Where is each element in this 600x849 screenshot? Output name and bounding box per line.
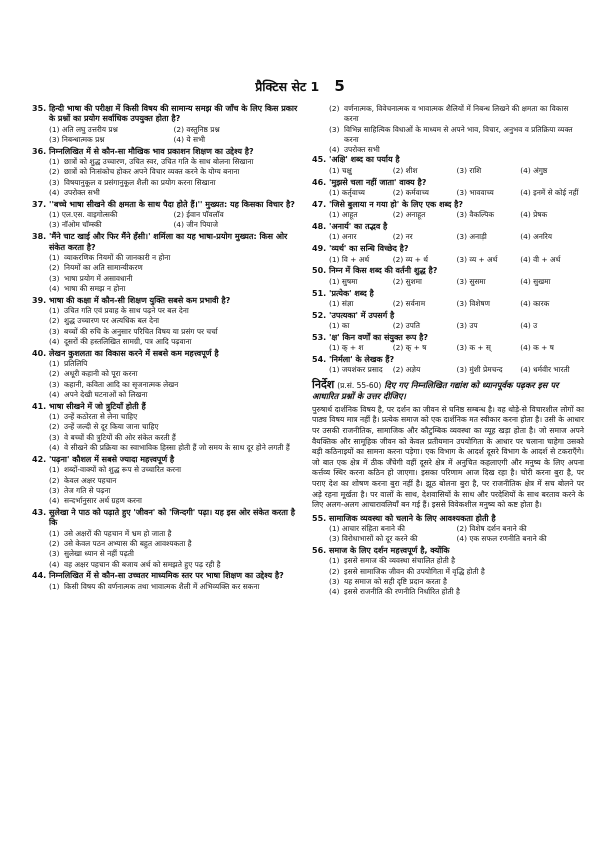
option-number: (4) [49, 283, 60, 293]
question-number: 43. [32, 508, 47, 518]
question [312, 222, 584, 243]
question [32, 147, 298, 198]
option-text: किसी विषय की वर्णनात्मक तथा भावात्मक शैली में अभिव्यक्ति कर सकना [64, 581, 260, 591]
option-text: उसे केवल पठन अभ्यास की बहुत आवश्यकता है [64, 538, 192, 548]
question-number: 48. [312, 222, 327, 232]
question-number: 36. [32, 146, 47, 156]
option [32, 465, 298, 475]
question-text: 'पढ़ना' कौशल में सबसे ज्यादा महत्त्वपूर्ण है [49, 454, 175, 464]
option: (2) शीश [392, 165, 418, 175]
question-line [312, 333, 584, 343]
question [32, 200, 298, 231]
option: (4) धर्मवीर भारती [520, 365, 570, 375]
option-number: (1) [49, 306, 60, 316]
option: (1) संज्ञा [329, 298, 354, 308]
option-number: (3) [329, 577, 340, 587]
option [32, 380, 298, 390]
options-grid [312, 255, 584, 265]
option [32, 390, 298, 400]
option [32, 539, 298, 549]
option [312, 104, 584, 125]
option: (3) विशेषण [456, 298, 490, 308]
question-line [312, 355, 584, 365]
question-line [32, 349, 298, 359]
option-text: विषयानुकूल व प्रसंगानुकूल शैली का प्रयोग करना सिखाना [64, 177, 216, 187]
option [32, 284, 298, 294]
option-text: बच्चों की रुचि के अनुसार परिचित विषय या प्रसंग पर चर्चा [64, 326, 218, 336]
option-text: उसे अक्षरों की पहचान में भ्रम हो जाता है [64, 528, 172, 538]
option-number: (1) [49, 465, 60, 475]
option [32, 369, 298, 379]
option: (3) मुंशी प्रेमचन्द [456, 365, 503, 375]
option-text: इससे राजनीति की रणनीति निर्धारित होती है [344, 587, 460, 597]
option-text: सन्दर्भानुसार अर्थ ग्रहण करना [64, 496, 142, 506]
option [32, 327, 298, 337]
question-line [312, 546, 584, 556]
option-number: (2) [49, 369, 60, 379]
option [32, 274, 298, 284]
option [312, 556, 584, 566]
option: (2) विशेष दर्शन बनाने की [456, 524, 527, 533]
option-number: (3) [329, 124, 340, 134]
option-text: छात्रों को निःसंकोच होकर अपने विचार व्यक्त करने के योग्य बनाना [64, 167, 240, 177]
option [32, 412, 298, 422]
question [312, 200, 584, 221]
option-number: (2) [49, 538, 60, 548]
option: (4) उ [520, 321, 538, 331]
option-number: (2) [49, 316, 60, 326]
question-line [32, 104, 298, 125]
option-text: वे बच्चों की त्रुटियों की ओर संकेत करती हैं [64, 432, 176, 442]
option-text: नियमों का अति सामान्यीकरण [64, 263, 143, 273]
option: (1) एल.एस. वाइगोत्सकी [49, 210, 118, 220]
page-header [0, 76, 600, 95]
option-text: भाषा प्रयोग में असावधानी [64, 273, 133, 283]
option: (4) वी + अर्थ [520, 254, 561, 264]
question-text: 'क्ष' किन वर्णों का संयुक्त रूप है? [329, 332, 429, 342]
option: (2) क् + ष [392, 343, 427, 353]
option-number: (3) [49, 273, 60, 283]
options-grid [312, 166, 584, 176]
question-text: 'प्रत्येक' शब्द है [329, 288, 374, 298]
option: (1) क् + श [329, 343, 364, 353]
question-number: 55. [312, 513, 327, 523]
option: (3) सुसमा [456, 276, 486, 286]
options-grid [312, 299, 584, 309]
options-grid [312, 232, 584, 242]
option-text: केवल अक्षर पहचान [64, 475, 117, 485]
option: (2) सर्वनाम [392, 298, 426, 308]
option-number: (3) [49, 432, 60, 442]
option-text: वर्णनात्मक, विवेचनात्मक व भावात्मक शैलियों में निबन्ध लिखने की क्षमता का विकास करना [344, 104, 569, 124]
question-number: 56. [312, 546, 327, 556]
option-number: (4) [49, 496, 60, 506]
option-number: (1) [49, 412, 60, 422]
option: (3) निबन्धात्मक प्रश्न [49, 134, 105, 144]
question-number: 54. [312, 355, 327, 365]
question-line [312, 200, 584, 210]
option [32, 549, 298, 559]
question-text: हिन्दी भाषा की परीक्षा में किसी विषय की सामान्य समझ की जाँच के लिए किस प्रकार के प्रश्नों का प्रयोग सर्वाधिक उपयुक्त होता है? [49, 104, 298, 124]
question-text: सुलेखा ने पाठ को पढ़ाते हुए 'जीवन' को 'जिन्दगी' पढ़ा। यह इस ओर संकेत करता है कि [49, 508, 295, 528]
option [32, 359, 298, 369]
question-line [32, 232, 298, 253]
option-text: उपरोक्त सभी [64, 187, 100, 197]
question-text: 'निर्मला' के लेखक हैं? [329, 355, 395, 365]
option-number: (1) [49, 359, 60, 369]
question-line [312, 266, 584, 276]
option [32, 306, 298, 316]
option-text: उन्हें जल्दी से दूर किया जाना चाहिए [64, 422, 159, 432]
option-text: इससे सामाजिक जीवन की उपयोगिता में वृद्धि होती है [344, 566, 485, 576]
instruction-head: निर्देश [312, 377, 335, 391]
question-text: निम्नलिखित में से कौन-सा उच्चतर माध्यमिक स्तर पर भाषा शिक्षण का उद्देश्य है? [49, 571, 284, 581]
option-text: अपने देखी घटनाओं को लिखना [64, 389, 148, 399]
option [32, 560, 298, 570]
options-grid [312, 321, 584, 331]
option [312, 587, 584, 597]
options-grid [312, 210, 584, 220]
question-line [312, 244, 584, 254]
option-text: शब्दों-वाक्यों को शुद्ध रूप से उच्चारित करना [64, 465, 182, 475]
question [312, 514, 584, 545]
option: (2) अनाहूत [392, 210, 426, 220]
option-number: (2) [329, 104, 340, 113]
option-number: (4) [49, 187, 60, 197]
option: (3) व्य + अर्थ [456, 254, 498, 264]
options-grid [312, 365, 584, 375]
option [32, 529, 298, 539]
option-number: (3) [49, 485, 60, 495]
option: (4) क + ष [520, 343, 554, 353]
question [32, 232, 298, 294]
question-number: 40. [32, 348, 47, 358]
option: (3) वैकल्पिक [456, 210, 495, 220]
question-number: 52. [312, 310, 327, 320]
option: (1) सुषमा [329, 276, 358, 286]
option [32, 316, 298, 326]
question-number: 49. [312, 244, 327, 254]
question-number: 51. [312, 288, 327, 298]
option: (1) कर्तृवाच्य [329, 187, 365, 197]
options-grid [312, 343, 584, 353]
question-text: सामाजिक व्यवस्था को चलाने के लिए आवश्यकता होती है [329, 513, 496, 523]
option: (1) अनार [329, 232, 357, 242]
option-text: दूसरों की हस्तलिखित सामग्री, पत्र आदि पढ़वाना [64, 336, 192, 346]
question [312, 178, 584, 199]
question-number: 41. [32, 401, 47, 411]
option [32, 263, 298, 273]
option [32, 476, 298, 486]
question-text: 'मुझसे चला नहीं जाता' वाक्य है? [329, 177, 427, 187]
option-text: व्याकरणिक नियमों की जानकारी न होना [64, 252, 171, 262]
option: (4) अंगुष्ठ [520, 165, 548, 175]
question-line [32, 200, 298, 210]
question-number: 46. [312, 177, 327, 187]
option [32, 422, 298, 432]
option: (4) प्रेषक [520, 210, 548, 220]
instruction-text: दिए गए निम्नलिखित गद्यांश को ध्यानपूर्वक पढ़कर इस पर आधारित प्रश्नों के उत्तर दीजिए। [312, 379, 559, 401]
passage-questions [312, 514, 584, 598]
question [312, 289, 584, 310]
option: (4) जीन पियाजे [173, 220, 218, 230]
question [312, 244, 584, 265]
option-number: (4) [49, 443, 60, 453]
option: (3) राशि [456, 165, 482, 175]
question [312, 266, 584, 287]
question-number: 42. [32, 454, 47, 464]
option [32, 188, 298, 198]
option-text: यह समाज को सही दृष्टि प्रदान करता है [344, 577, 447, 587]
options-grid [32, 210, 298, 231]
option-text: छात्रों को शुद्ध उच्चारण, उचित स्वर, उचित गति के साथ बोलना सिखाना [64, 157, 254, 167]
question [32, 349, 298, 400]
option-number: (4) [49, 336, 60, 346]
option: (2) ईवान पॉवलॉव [173, 210, 224, 220]
option [32, 178, 298, 188]
option [312, 567, 584, 577]
question-line [312, 222, 584, 232]
question-text: 'अनार्य' का तद्भव है [329, 222, 388, 232]
question-text: भाषा सीखने में जो त्रुटियाँ होती हैं [49, 401, 146, 411]
option: (3) उप [456, 321, 478, 331]
option [312, 125, 584, 146]
option: (4) अनरिय [520, 232, 553, 242]
option: (2) अज्ञेय [392, 365, 421, 375]
option: (1) जयशंकर प्रसाद [329, 365, 383, 375]
question-text: लेखन कुशलता का विकास करने में सबसे कम महत्त्वपूर्ण है [49, 348, 219, 358]
question-number: 53. [312, 332, 327, 342]
option [32, 253, 298, 263]
option-number: (4) [329, 587, 340, 597]
question-line [312, 155, 584, 165]
question [312, 155, 584, 176]
option: (1) वि + अर्थ [329, 254, 370, 264]
option-number: (2) [49, 475, 60, 485]
option-number: (4) [49, 389, 60, 399]
question-line [32, 508, 298, 529]
option [32, 486, 298, 496]
option: (1) आहूत [329, 210, 358, 220]
option-number: (2) [329, 566, 340, 576]
option [32, 337, 298, 347]
option [32, 443, 298, 453]
option-number: (3) [49, 379, 60, 389]
option [32, 167, 298, 177]
options-grid [312, 188, 584, 198]
option: (2) व्य + र्थ [392, 254, 428, 264]
question [312, 333, 584, 354]
option: (4) कारक [520, 298, 550, 308]
question-number: 47. [312, 199, 327, 209]
header-title: प्रैक्टिस सेट 1 [255, 79, 320, 94]
option-number: (1) [49, 157, 60, 167]
question-text: 'व्यर्थ' का सन्धि विच्छेद है? [329, 244, 409, 254]
option-text: वे सीखने की प्रक्रिया का स्वाभाविक हिस्सा होती हैं जो समय के साथ दूर होने लगती हैं [64, 443, 290, 453]
option-number: (4) [329, 145, 340, 155]
option: (4) सुखमा [520, 276, 551, 286]
question-line [312, 289, 584, 299]
option-number: (1) [49, 581, 60, 591]
option-number: (3) [49, 549, 60, 559]
question-number: 37. [32, 199, 47, 209]
option-text: विभिन्न साहित्यिक विधाओं के माध्यम से अपने भाव, विचार, अनुभव व प्रतिक्रिया व्यक्त करना [344, 124, 573, 144]
option [312, 145, 584, 155]
instruction [312, 379, 584, 402]
question-text: समाज के लिए दर्शन महत्त्वपूर्ण है, क्योंकि [329, 546, 450, 556]
option: (2) उपति [392, 321, 420, 331]
option: (3) क + स् [456, 343, 491, 353]
option: (2) कर्मवाच्य [392, 187, 429, 197]
question-line [312, 178, 584, 188]
question-text: 'अक्षि' शब्द का पर्याय है [329, 155, 400, 165]
question-text: निम्नलिखित में से कौन-सा मौखिक भाव प्रकाशन शिक्षण का उद्देश्य है? [49, 146, 254, 156]
option: (1) चक्षु [329, 165, 352, 175]
option [32, 433, 298, 443]
question-text: निम्न में किस शब्द की वर्तनी शुद्ध है? [329, 266, 438, 276]
question-line [312, 311, 584, 321]
question [312, 355, 584, 376]
question-line [32, 147, 298, 157]
option-number: (3) [49, 326, 60, 336]
option [32, 496, 298, 506]
option: (3) भाववाच्य [456, 187, 494, 197]
option: (1) अति लघु उत्तरीय प्रश्न [49, 124, 118, 134]
option-text: उपरोक्त सभी [344, 145, 380, 155]
option-text: इससे समाज की व्यवस्था संचालित होती है [344, 556, 456, 566]
option: (3) नॉओम चॉम्स्की [49, 220, 102, 230]
options-grid [32, 125, 298, 146]
question-text: 'उपत्यका' में उपसर्ग है [329, 310, 395, 320]
option: (4) ये सभी [173, 134, 206, 144]
option-text: अधूरी कहानी को पूरा करना [64, 369, 138, 379]
option: (2) सुशमा [392, 276, 422, 286]
option: (2) नर [392, 232, 413, 242]
option-text: शुद्ध उच्चारण पर अत्यधिक बल देना [64, 316, 160, 326]
question-number: 35. [32, 104, 47, 113]
option: (4) इनमें से कोई नहीं [520, 187, 579, 197]
option [32, 582, 298, 592]
option-number: (2) [49, 263, 60, 273]
question [32, 455, 298, 506]
question-44-continued [312, 104, 584, 155]
option: (3) अनाड़ी [456, 232, 487, 242]
option: (1) आचार संहिता बनाने की [329, 524, 405, 533]
option-text: उचित गति एवं प्रवाह के साथ पढ़ने पर बल देना [64, 306, 189, 316]
option-text: प्रतिलिपि [64, 359, 88, 369]
option: (4) एक सफल रणनीति बनाने की [456, 534, 547, 544]
option-text: भाषा की समझ न होना [64, 283, 126, 293]
question-number: 44. [32, 571, 47, 581]
question [32, 508, 298, 570]
instruction-range: (प्र.सं. 55-60) [337, 380, 382, 390]
question-line [312, 514, 584, 524]
option: (2) वस्तुनिष्ठ प्रश्न [173, 124, 220, 134]
page-number: 5 [334, 77, 345, 95]
question-line [32, 402, 298, 412]
option-number: (1) [49, 252, 60, 262]
right-questions [312, 155, 584, 375]
option-number: (1) [49, 528, 60, 538]
option-number: (4) [49, 559, 60, 569]
question [312, 546, 584, 597]
option [32, 157, 298, 167]
question-line [32, 571, 298, 581]
passage: पुरुषार्थ दार्शनिक विषय है, पर दर्शन का जीवन से घनिष्ठ सम्बन्ध है। वह थोड़े-से विचारशील लोगों का पाठ्य विषय मात्र नहीं है। प्रत्येक समाज को एक दार्शनिक मत स्वीकार करना होता है। उसी के आधार पर उसकी राजनीतिक, सामाजिक और कौटुम्बिक व्यवस्था का व्यूह खड़ा होता है। जो समाज अपने वैयक्तिक और सामूहिक जीवन को केवल प्रतीयमान उपयोगिता के आधार पर चलाना चाहेगा उसको बड़ी कठिनाइयों का सामना करना पड़ेगा। एक विभाग के आदर्श दूसरे विभाग के आदर्श से टकराएँगे। जो बात एक क्षेत्र में ठीक जँचेगी वहीं दूसरे क्षेत्र में अनुचित कहलाएगी और मनुष्य के लिए अपना कर्त्तव्य स्थिर करना कठिन हो जाएगा। इसका परिणाम आज दिख रहा है। चोरी करना बुरा है, पर पराए देश का शोषण करना बुरा नहीं है। झूठ बोलना बुरा है, पर राजनीतिक क्षेत्र में सच बोलने पर अड़े रहना मूर्खता है। पर वालों के साथ, देशवासियों के साथ और परदेशियों के साथ बरताव करने के लिए अलग-अलग आचारावलियाँ बन गई हैं। इससे विवेकशील मनुष्य को कष्ट होता है। [312, 404, 584, 510]
question [312, 311, 584, 332]
question [32, 296, 298, 347]
option-text: कहानी, कविता आदि का सृजनात्मक लेखन [64, 379, 179, 389]
option-text: वह अक्षर पहचान की बजाय अर्थ को समझते हुए पढ़ रही है [64, 559, 221, 569]
question-text: भाषा की कक्षा में कौन-सी शिक्षण युक्ति सबसे कम प्रभावी है? [49, 295, 231, 305]
option-text: तेज गति से पढ़ना [64, 485, 111, 495]
question [32, 571, 298, 592]
right-column [312, 104, 584, 599]
question [32, 104, 298, 145]
question-number: 45. [312, 155, 327, 165]
option-number: (3) [49, 177, 60, 187]
option-text: उन्हें कठोरता से लेना चाहिए [64, 412, 138, 422]
question-number: 50. [312, 266, 327, 276]
question-text: 'जिसे बुलाया न गया हो' के लिए एक शब्द है? [329, 199, 464, 209]
option: (1) का [329, 321, 350, 331]
question-number: 39. [32, 295, 47, 305]
question-line [32, 455, 298, 465]
question-text: 'मैंने चाट खाई और फिर मैंने हँसी।' शर्मिला का यह भाषा-प्रयोग मुख्यत: किस ओर संकेत करता है? [49, 232, 288, 252]
option-number: (1) [329, 556, 340, 566]
question [32, 402, 298, 453]
option: (3) विरोधाभासों को दूर करने की [329, 534, 418, 544]
option-number: (2) [49, 422, 60, 432]
question-line [32, 296, 298, 306]
options-grid [312, 277, 584, 287]
option-number: (2) [49, 167, 60, 177]
question-text: ''बच्चे भाषा सीखने की क्षमता के साथ पैदा होते हैं।'' मुख्यत: यह किसका विचार है? [49, 199, 295, 209]
options-grid [312, 524, 584, 545]
question-number: 38. [32, 232, 47, 242]
option-text: सुलेखा ध्यान से नहीं पढ़ती [64, 549, 134, 559]
left-column [32, 104, 298, 594]
option [312, 577, 584, 587]
